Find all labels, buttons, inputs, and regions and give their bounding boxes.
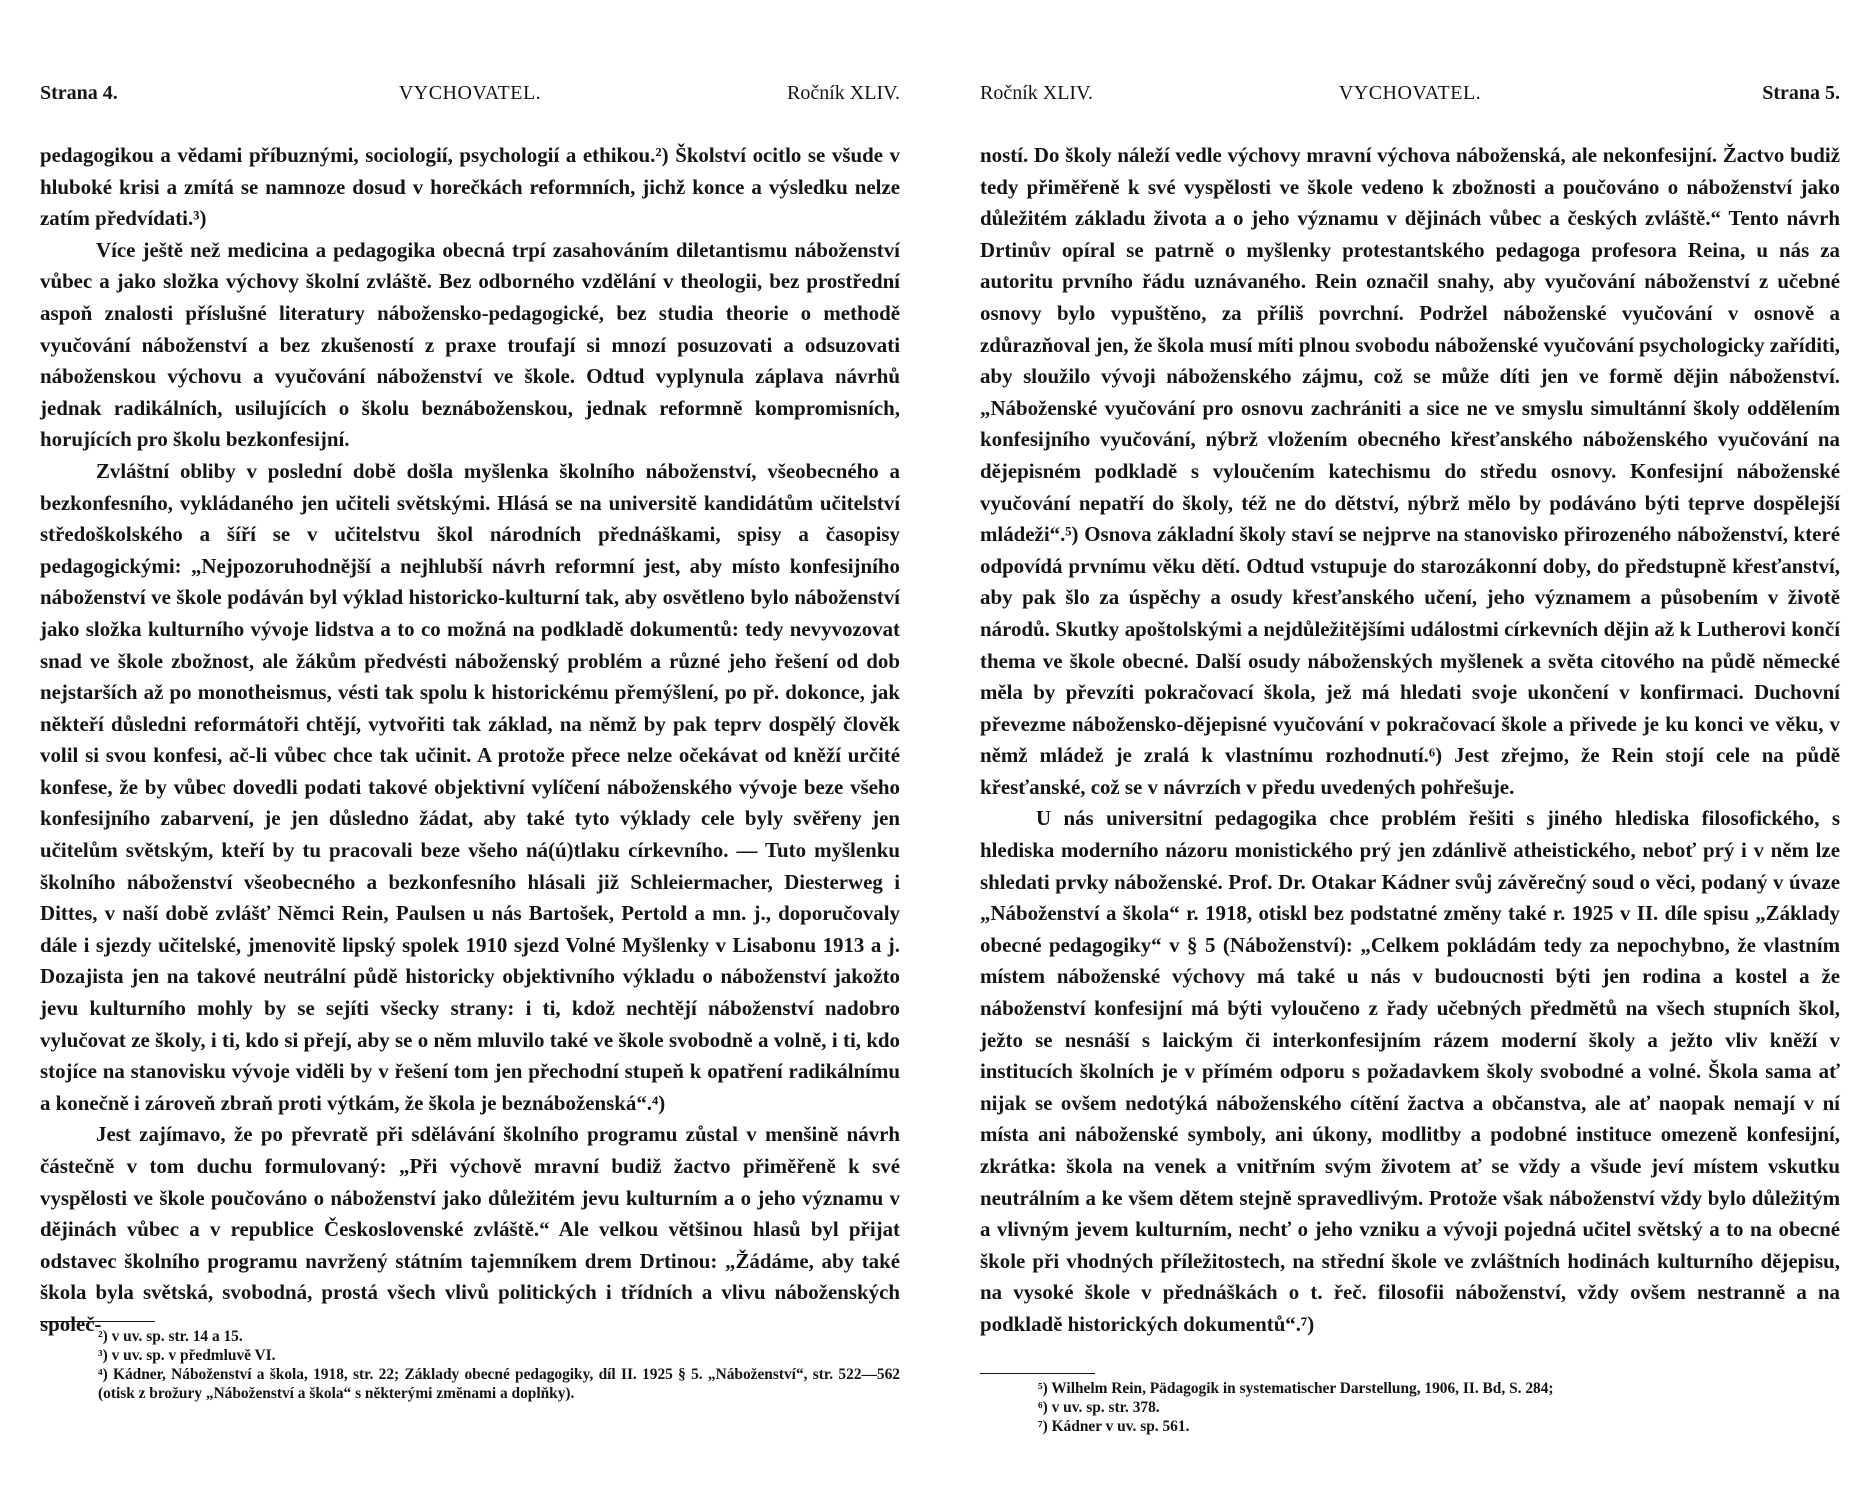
right-body-text [980,140,1840,1341]
left-paragraph-2: Více ještě než medicina a pedagogika obecná trpí zasahováním diletantismu náboženství vůbec a jako složka výchovy školní zvláště. Bez odborného vzdělání v theologii, bez prostřední aspoň znalosti příslušné literatury nábožensko-pedagogické, bez studia theorie o methodě vyučování náboženství a bez zkušeností z praxe troufají si mnozí posuzovati a odsuzovati náboženskou výchovu a vyučování náboženství ve škole. Odtud vyplynula záplava návrhů jednak radikálních, usilujících o školu beznáboženskou, jednak reformně kompromisních, horujících pro školu bezkonfesijní. [40,237,900,452]
left-footnote-2: ²) v uv. sp. str. 14 a 15. [98,1328,243,1345]
right-footnote-7: ⁷) Kádner v uv. sp. 561. [1038,1418,1190,1435]
right-page [980,0,1840,1500]
left-page-number: Strana 4. [40,82,118,104]
right-paragraph-2: U nás universitní pedagogika chce problém řešiti s jiného hlediska filosofického, s hlediska moderního názoru monistického prý jen zdánlivě atheistického, neboť prý i v něm lze shledati prvky náboženské. Prof. Dr. Otakar Kádner svůj závěrečný soud o věci, podaný v úvaze „Náboženství a škola“ r. 1918, otiskl bez podstatné změny také r. 1925 v II. díle spisu „Základy obecné pedagogiky“ v § 5 (Náboženství): „Celkem pokládám tedy za nepochybno, že vlastním místem náboženské výchovy má také u nás v budoucnosti býti jen rodina a kostel a že náboženství konfesijní má býti vyloučeno z řady učebných předmětů na všech stupních škol, ježto se nesnáší s laickým či interkonfesijním rázem moderní školy a ježto vliv kněží v institucích školních je v přímém odporu s požadavkem školy svobodné a volné. Škola sama ať nijak se ovšem nedotýká náboženského cítění žactva a občanstva, ale ať naopak nemají v ní místa ani náboženské symboly, ani úkony, modlitby a podobné instituce omezeně konfesijní, zkrátka: škola na venek a vnitřním svým životem ať se vždy a všude jeví místem vskutku neutrálním a ke všem dětem stejně spravedlivým. Protože však náboženství vždy bylo důležitým a vlivným jevem kulturním, nechť o jeho vzniku a vývoji pojedná učitel světský a to na obecné škole při vhodných příležitostech, na střední škole ve zvláštních hodinách kulturního dějepisu, na vysoké škole v přednáškách o t. řeč. filosofii náboženství, vždy ovšem nestranně a na podkladě historických dokumentů“.⁷) [980,806,1840,1336]
right-running-head [980,82,1840,112]
right-journal-title: VYCHOVATEL. [1338,82,1482,104]
left-journal-title: VYCHOVATEL. [398,82,542,104]
left-volume: Ročník XLIV. [787,82,900,104]
right-paragraph-1: ností. Do školy náleží vedle výchovy mravní výchova náboženská, ale nekonfesijní. Žactvo budiž tedy přiměřeně k své vyspělosti ve škole vedeno k zbožnosti a poučováno o náboženství jako důležitém základu života a o jeho významu v dějinách vůbec a českých zvláště.“ Tento návrh Drtinův opíral se patrně o myšlenky protestantského pedagoga profesora Reina, u nás za autoritu prvního řádu uznávaného. Rein označil snahy, aby vyučování náboženství z učebné osnovy bylo vypuštěno, za příliš povrchní. Podržel náboženské vyučování v osnově a zdůrazňoval jen, že škola musí míti plnou svobodu náboženské vyučování psychologicky zaříditi, aby sloužilo vývoji náboženského zájmu, což se může díti jen ve formě dějin náboženství. „Náboženské vyučování pro osnovu zachrániti a sice ne ve smyslu simultánní školy oddělením konfesijního vyučování, nýbrž vložením obecného křesťanského náboženského vyučování na dějepisném podkladě s vyloučením katechismu do středu osnovy. Konfesijní náboženské vyučování nepatří do školy, též ne do dětství, nýbrž mělo by podáváno býti teprve dospělejší mládeži“.⁵) Osnova základní školy staví se nejprve na stanovisko přirozeného náboženství, které odpovídá prvnímu věku dětí. Odtud vstupuje do starozákonní doby, do předstupně křesťanství, aby pak šlo za úspěchy a osudy křesťanského učení, jeho významem a působením v životě národů. Skutky apoštolskými a nejdůležitějšími událostmi církevních dějin až k Lutherovi končí thema ve škole obecné. Další osudy náboženských myšlenek a světa citového na půdě německé měla by převzíti pokračovací škola, jež má hledati svoje ukončení v konfirmaci. Duchovní převezme nábožensko-dějepisné vyučování v pokračovací škole a přivede je ku konci ve věku, v němž mládež je zralá k vlastnímu rozhodnutí.⁶) Jest zřejmo, že Rein stojí cele na půdě křesťanské, což se v návrzích v předu uvedených pohřešuje. [980,143,1840,799]
left-paragraph-4: Jest zajímavo, že po převratě při sdělávání školního programu zůstal v menšině návrh částečně v tom duchu formulovaný: „Při výchově mravní budiž žactvo přiměřeně k své vyspělosti ve škole poučováno o náboženství jako důležitém jevu kulturním a o jeho významu v dějinách vůbec a v republice Československé zvláště.“ Ale velkou většinou hlasů byl přijat odstavec školního programu navržený státním tajemníkem drem Drtinou: „Žádáme, aby také škola byla světská, svobodná, prostá všech vlivů politických i třídních a vlivu náboženských společ- [40,1122,900,1336]
left-running-head [40,82,900,112]
left-footnote-3: ³) v uv. sp. v předmluvě VI. [98,1347,276,1364]
right-volume: Ročník XLIV. [980,82,1093,104]
left-paragraph-3: Zvláštní obliby v poslední době došla myšlenka školního náboženství, všeobecného a bezkonfesního, vykládaného jen učiteli světskými. Hlásá se na universitě kandidátům učitelství středoškolského a šíří se v učitelstvu škol národních přednáškami, spisy a časopisy pedagogickými: „Nejpozoruhodnější a nejhlubší návrh reformní jest, aby místo konfesijního náboženství ve škole podáván byl výklad historicko-kulturní tak, aby osvětleno bylo náboženství jako složka kulturního vývoje lidstva a to co možná na podkladě dokumentů: tedy nevyvozovat snad ve škole zbožnost, ale žákům předvésti náboženský problém a různé jeho řešení od dob nejstarších až po monotheismus, vésti tak spolu k historickému přemýšlení, po př. dokonce, jak někteří důsledni reformátoři chtějí, vytvořiti tak základ, na němž by pak teprv dospělý člověk volil si svou konfesi, ač-li vůbec chce tak učinit. A protože přece nelze očekávat od kněží určité konfese, že by vůbec dovedli podati takové objektivní vylíčení náboženského vývoje beze všeho konfesijního zabarvení, je jen důsledno žádat, aby také tyto výklady cele byly svěřeny jen učitelům světským, kteří by tu pracovali beze všeho ná(ú)tlaku církevního. — Tuto myšlenku školního náboženství všeobecného a bezkonfesního hlásali již Schleiermacher, Diesterweg i Dittes, v naší době zvlášť Němci Rein, Paulsen u nás Bartošek, Pertold a mn. j., doporučovaly dále i sjezdy učitelské, jmenovitě lipský spolek 1910 sjezd Volné Myšlenky v Lisabonu 1913 a j. Dozajista jen na takové neutrální půdě historicky objektivního výkladu o náboženství jakožto jevu kulturního mohly by se sejíti všecky strany: i ti, kdož nechtějí náboženství nadobro vylučovat ze školy, i ti, kdo si přejí, aby se o něm mluvilo také ve škole svobodně a volně, i ti, kdo stojíce na stanovisku vývoje viděli by v řešení tom jen přechodní stupeň k opatření radikálnímu a konečně i zároveň zbraň proti výtkám, že škola je beznáboženská“.⁴) [40,458,900,1115]
left-page [40,0,900,1500]
left-paragraph-1: pedagogikou a vědami příbuznými, sociologií, psychologií a ethikou.²) Školství ocitlo se všude v hluboké krisi a zmítá se namnoze dosud v horečkách reformních, jichž konce a výsledku nelze zatím předvídati.³) [40,143,900,231]
left-footnotes [40,1327,900,1403]
left-footnote-rule [40,1321,155,1322]
right-page-number: Strana 5. [1762,82,1840,104]
right-footnote-rule [980,1373,1095,1374]
right-footnotes [980,1379,1840,1436]
left-footnote-4: ⁴) Kádner, Náboženství a škola, 1918, str. 22; Základy obecné pedagogiky, díl II. 1925 § 5. „Náboženství“, str. 522—562 (otisk z brožury „Náboženství a škola“ s některými změnami a doplňky). [98,1366,900,1402]
left-body-text [40,140,900,1341]
right-footnote-6: ⁶) v uv. sp. str. 378. [1038,1399,1160,1416]
right-footnote-5: ⁵) Wilhelm Rein, Pädagogik in systematischer Darstellung, 1906, II. Bd, S. 284; [1038,1380,1554,1397]
